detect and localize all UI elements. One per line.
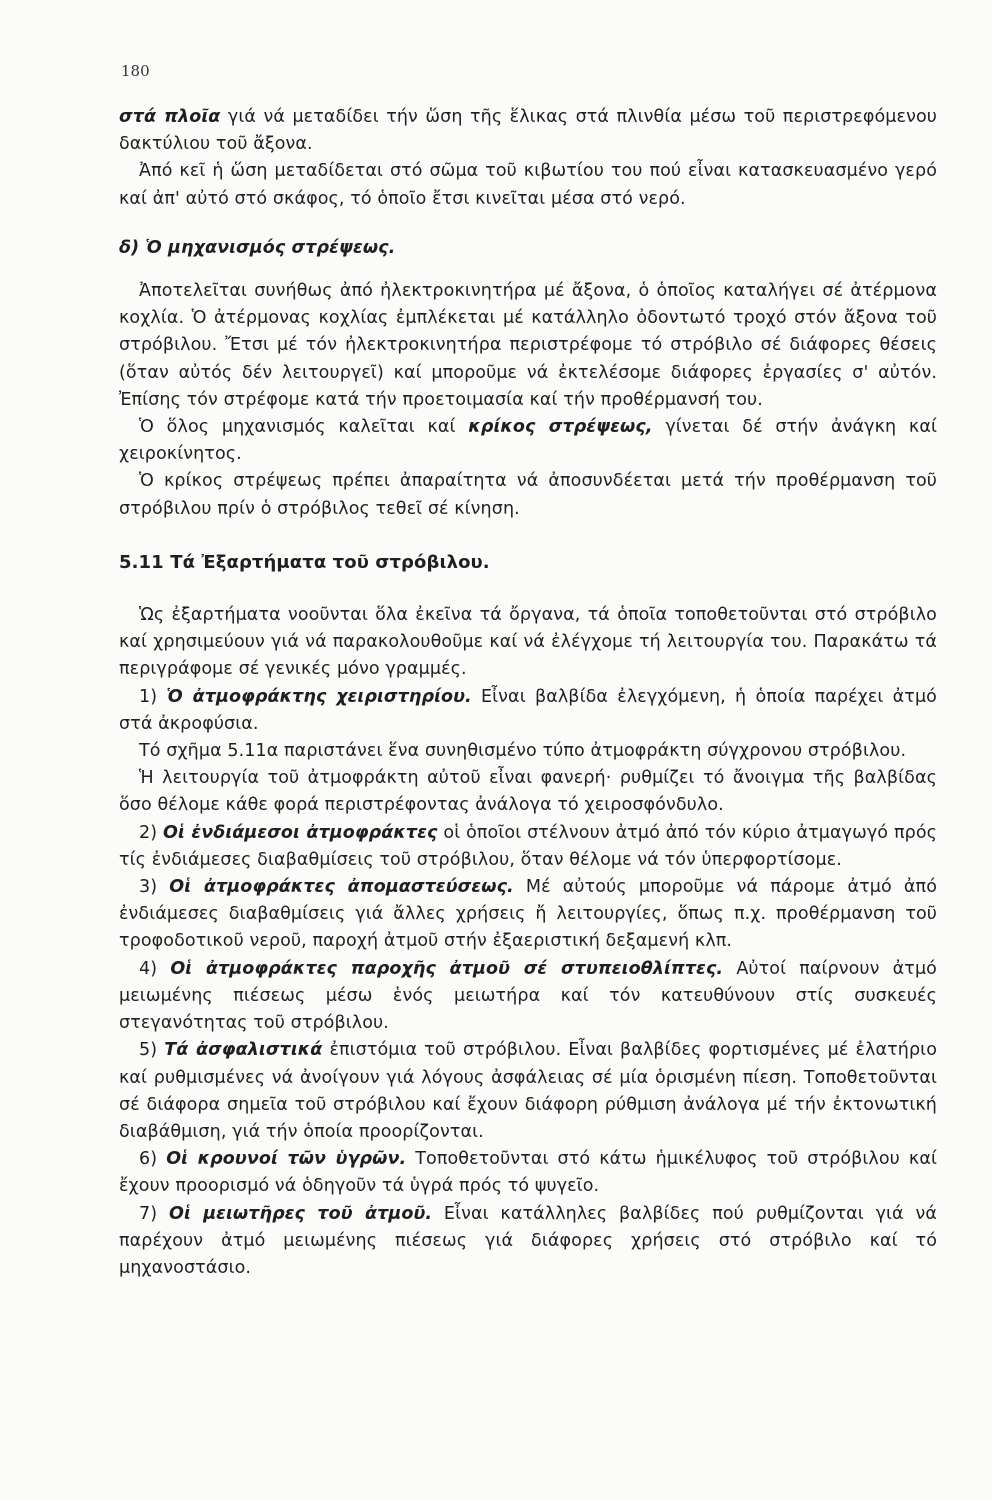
section-number: 5.11 [119,551,164,573]
list-number: 7) [139,1203,169,1224]
page-number: 180 [121,62,150,80]
list-term: Οἱ ἀτμοφράκτες ἀπομαστεύσεως. [169,877,514,898]
paragraph-text: Ἀπό κεῖ ἡ ὥση μεταδίδεται στό σῶμα τοῦ κιβωτίου του πού εἶναι κατασκευασμένο γερό καί ἀπ' αὐτό στό σκάφος, τό ὁποῖο ἔτσι κινεῖται μέσα στό νερό. [119,161,937,209]
list-term: Οἱ κρουνοί τῶν ὑγρῶν. [166,1149,407,1170]
paragraph-text: Ὡς ἐξαρτήματα νοοῦνται ὅλα ἐκεῖνα τά ὄργανα, τά ὁποῖα τοποθετοῦνται στό στρόβιλο καί χρησιμεύουν γιά νά παρακολουθοῦμε καί νά ἐλέγχομε τή λειτουργία του. Παρακάτω τά περιγράφομε σέ γενικές μόνο γραμμές. [119,605,937,680]
paragraph-text: Τό σχῆμα 5.11α παριστάνει ἕνα συνηθισμένο τύπο ἀτμοφράκτη σύγχρονου στρόβιλου. [139,741,907,762]
list-number: 6) [139,1149,167,1170]
list-number: 1) [139,686,167,707]
list-term: Οἱ ἀτμοφράκτες παροχῆς ἀτμοῦ σέ στυπειοθλίπτες. [170,958,724,979]
list-item [119,1146,937,1200]
paragraph-text: γίνεται δέ στήν ἀνάγκη καί χειροκίνητος. [119,417,938,465]
list-number: 2) [139,822,164,843]
paragraph [119,765,937,819]
emphasis: κρίκος στρέψεως, [468,417,653,438]
list-text: ἐπιστόμια τοῦ στρόβιλου. Εἶναι βαλβίδες φορτισμένες μέ ἐλατήριο καί ρυθμισμένες νά ἀνοίγουν γιά λόγους ἀσφάλειας σέ μία ὁρισμένη πίεση. Τοποθετοῦνται σέ διάφορα σημεῖα τοῦ στρόβιλου καί ἔχουν διάφορη ρύθμιση ἀνάλογα μέ τήν ἐκτονωτική διαβάθμιση, γιά τήν ὁποία προορίζονται. [119,1040,938,1142]
list-text: οἱ ὁποῖοι στέλνουν ἀτμό ἀπό τόν κύριο ἀτμαγωγό πρός τίς ἐνδιάμεσες διαβαθμίσεις τοῦ στρόβιλου, ὅταν θέλομε νά τόν ὑπερφορτίσομε. [119,822,938,870]
list-number: 5) [139,1040,165,1061]
list-number: 3) [139,877,170,898]
section-heading [119,549,937,576]
paragraph-text: Ὁ κρίκος στρέψεως πρέπει ἀπαραίτητα νά ἀποσυνδέεται μετά τήν προθέρμανση τοῦ στρόβιλου πρίν ὁ στρόβιλος τεθεῖ σέ κίνηση. [119,471,937,519]
page-body [119,104,937,1282]
paragraph [119,738,937,765]
list-text: Εἶναι βαλβίδα ἐλεγχόμενη, ἡ ὁποία παρέχει ἀτμό στά ἀκροφύσια. [119,686,937,734]
list-item [119,684,937,738]
list-item [119,1037,937,1146]
list-term: Οἱ μειωτῆρες τοῦ ἀτμοῦ. [168,1203,433,1224]
list-number: 4) [139,958,171,979]
list-term: Ὁ ἀτμοφράκτης χειριστηρίου. [166,686,472,707]
emphasis: στά πλοῖα [119,107,221,127]
paragraph [119,602,937,684]
section-title: Τά Ἐξαρτήματα τοῦ στρόβιλου. [170,551,490,573]
list-item [119,1201,937,1283]
paragraph [119,278,937,414]
paragraph [119,414,937,468]
list-item [119,956,937,1038]
subheading: δ) Ὁ μηχανισμός στρέψεως. [119,237,396,258]
paragraph-text: Ἡ λειτουργία τοῦ ἀτμοφράκτη αὐτοῦ εἶναι φανερή· ρυθμίζει τό ἄνοιγμα τῆς βαλβίδας ὅσο θέλομε κάθε φορά περιστρέφοντας ἀνάλογα τό χειροσφόνδυλο. [119,768,937,816]
paragraph [119,468,937,522]
list-term: Οἱ ἐνδιάμεσοι ἀτμοφράκτες [163,822,438,843]
paragraph-text: Ὁ ὅλος μηχανισμός καλεῖται καί [139,417,469,438]
list-text: Αὐτοί παίρνουν ἀτμό μειωμένης πιέσεως μέσω ἑνός μειωτήρα καί τόν κατευθύνουν στίς συσκευές στεγανότητας τοῦ στρόβιλου. [119,958,937,1034]
paragraph [119,104,937,158]
list-text: Εἶναι κατάλληλες βαλβίδες πού ρυθμίζονται γιά νά παρέχουν ἀτμό μειωμένης πιέσεως γιά διάφορες χρήσεις στό στρόβιλο καί τό μηχανοστάσιο. [119,1203,937,1278]
list-text: Μέ αὐτούς μποροῦμε νά πάρομε ἀτμό ἀπό ἐνδιάμεσες διαβαθμίσεις γιά ἄλλες χρήσεις ἤ λειτουργίες, ὅπως π.χ. προθέρμανση τοῦ τροφοδοτικοῦ νεροῦ, παροχή ἀτμοῦ στήν ἐξαεριστική δεξαμενή κλπ. [119,877,938,952]
paragraph-text: Ἀποτελεῖται συνήθως ἀπό ἠλεκτροκινητήρα μέ ἄξονα, ὁ ὁποῖος καταλήγει σέ ἀτέρμονα κοχλία. Ὁ ἀτέρμονας κοχλίας ἐμπλέκεται μέ κατάλληλο ὀδοντωτό τροχό στόν ἄξονα τοῦ στρόβιλου. Ἔτσι μέ τόν ἠλεκτροκινητήρα περιστρέφομε τό στρόβιλο σέ διάφορες θέσεις (ὅταν αὐτός δέν λειτουργεῖ) καί μποροῦμε νά ἐκτελέσομε διάφορες ἐργασίες σ' αὐτόν. Ἐπίσης τόν στρέφομε κατά τήν προετοιμασία καί τήν προθέρμανσή του. [119,281,937,410]
list-item [119,820,937,874]
paragraph [119,158,937,212]
list-text: Τοποθετοῦνται στό κάτω ἡμικέλυφος τοῦ στρόβιλου καί ἔχουν προορισμό νά ὁδηγοῦν τά ὑγρά πρός τό ψυγεῖο. [119,1149,937,1197]
list-item [119,874,937,956]
list-term: Τά ἀσφαλιστικά [164,1040,323,1061]
paragraph-text: γιά νά μεταδίδει τήν ὥση τῆς ἕλικας στά πλινθία μέσω τοῦ περιστρεφόμενου δακτύλιου τοῦ ἄξονα. [119,107,937,155]
